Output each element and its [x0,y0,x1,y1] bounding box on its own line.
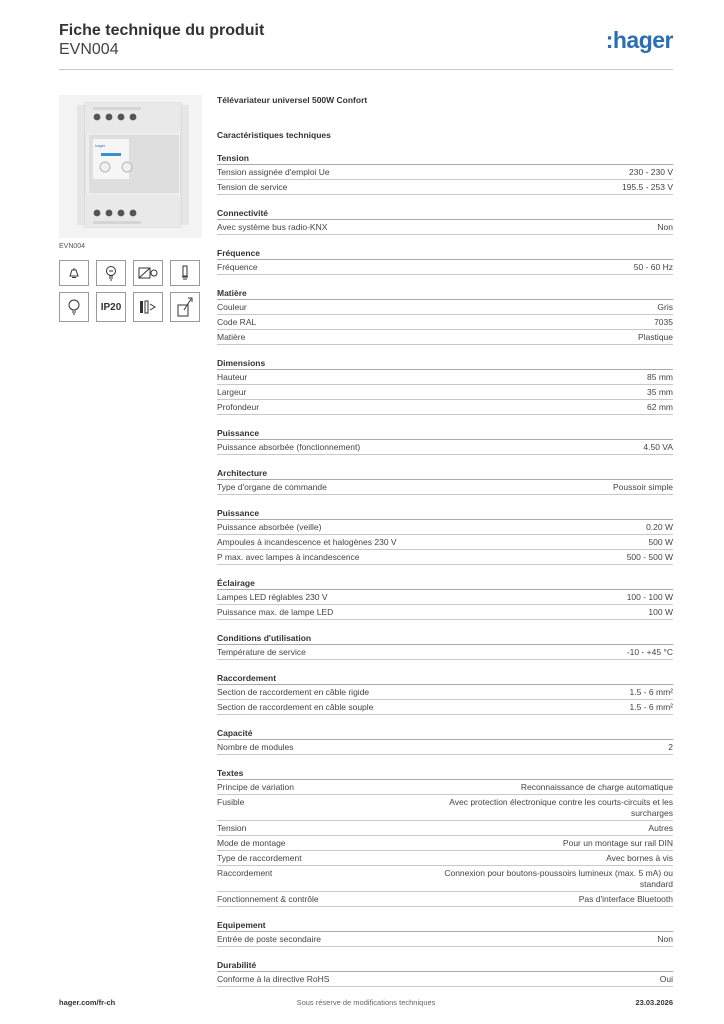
spec-row [217,165,673,180]
spec-value: 1.5 - 6 mm² [629,701,673,712]
spec-value: Oui [659,973,673,984]
spec-label: Code RAL [217,316,257,327]
spec-label: Puissance absorbée (veille) [217,521,322,532]
page-header [59,22,673,70]
spec-value: 4.50 VA [643,441,673,452]
spec-group-title: Fréquence [217,247,673,260]
spec-label: Conforme à la directive RoHS [217,973,330,984]
spec-label: Section de raccordement en câble souple [217,701,374,712]
spec-value: 50 - 60 Hz [633,261,673,272]
spec-group-title: Éclairage [217,577,673,590]
spec-label: Section de raccordement en câble rigide [217,686,370,697]
ip20-badge-icon [96,292,126,322]
spec-label: Couleur [217,301,247,312]
spec-row [217,330,673,345]
spec-label: P max. avec lampes à incandescence [217,551,360,562]
spec-group-title: Textes [217,767,673,780]
led-tube-icon [170,260,200,286]
spec-row [217,932,673,947]
spec-group-title: Matière [217,287,673,300]
spec-row [217,550,673,565]
product-image [59,95,202,238]
spec-value: 1.5 - 6 mm² [629,686,673,697]
spec-label: Raccordement [217,867,273,878]
spec-group-title: Puissance [217,507,673,520]
spec-row [217,315,673,330]
spec-value: 0.20 W [646,521,673,532]
bulb-icon [59,292,89,322]
spec-value: Reconnaissance de charge automatique [520,781,673,792]
spec-label: Largeur [217,386,247,397]
spec-value: Non [657,933,673,944]
spec-heading: Caractéristiques techniques [217,130,331,140]
spec-groups [217,152,673,987]
spec-value: -10 - +45 °C [626,646,673,657]
spec-row [217,605,673,620]
spec-label: Tension [217,822,247,833]
spec-row [217,700,673,715]
spec-value: 500 - 500 W [626,551,673,562]
spec-row [217,370,673,385]
spec-label: Mode de montage [217,837,286,848]
spec-label: Puissance absorbée (fonctionnement) [217,441,361,452]
spec-label: Hauteur [217,371,248,382]
halogen-bulb-icon [96,260,126,286]
spec-group-title: Connectivité [217,207,673,220]
spec-value: 35 mm [647,386,673,397]
spec-row [217,866,673,892]
spec-value: Pas d'interface Bluetooth [578,893,673,904]
hager-logo: :hager [605,27,673,53]
spec-value: 230 - 230 V [629,166,673,177]
product-image-caption: EVN004 [59,243,86,250]
spec-row [217,300,673,315]
svg-text:hager: hager [95,143,106,148]
spec-label: Ampoules à incandescence et halogènes 230 V [217,536,397,547]
spec-row [217,400,673,415]
spec-group-title: Conditions d'utilisation [217,632,673,645]
spec-label: Matière [217,331,246,342]
spec-row [217,440,673,455]
transformer-icon [133,260,163,286]
footer-date: 23.03.2026 [635,998,673,1007]
spec-row [217,645,673,660]
spec-label: Profondeur [217,401,260,412]
spec-row [217,520,673,535]
spec-value: Plastique [638,331,673,342]
spec-value: 100 - 100 W [626,591,673,602]
spec-value: Gris [657,301,673,312]
spec-value: 195.5 - 253 V [621,181,673,192]
footer-website: hager.com/fr-ch [59,998,116,1007]
spec-group-title: Tension [217,152,673,165]
spec-label: Tension assignée d'emploi Ue [217,166,330,177]
pushbutton-icon [170,292,200,322]
spec-row [217,535,673,550]
spec-row [217,385,673,400]
spec-row [217,851,673,866]
spec-label: Nombre de modules [217,741,294,752]
spec-row [217,836,673,851]
spec-value: 100 W [648,606,673,617]
spec-group-title: Architecture [217,467,673,480]
spec-value: Autres [648,822,673,833]
spec-group-title: Equipement [217,919,673,932]
spec-row [217,220,673,235]
spec-label: Puissance max. de lampe LED [217,606,334,617]
spec-value: 2 [668,741,673,752]
spec-row [217,892,673,907]
spec-value: Avec bornes à vis [606,852,673,863]
spec-row [217,795,673,821]
spec-value: 7035 [654,316,673,327]
din-rail-icon [133,292,163,322]
spec-value: 500 W [648,536,673,547]
spec-label: Lampes LED réglables 230 V [217,591,328,602]
spec-value: Non [657,221,673,232]
spec-label: Fréquence [217,261,258,272]
spec-label: Fusible [217,796,245,807]
spec-row [217,821,673,836]
spec-value: 85 mm [647,371,673,382]
spec-label: Tension de service [217,181,288,192]
spec-group-title: Raccordement [217,672,673,685]
footer-disclaimer: Sous réserve de modifications techniques [296,998,436,1007]
spec-row [217,740,673,755]
spec-label: Avec système bus radio-KNX [217,221,328,232]
spec-label: Principe de variation [217,781,295,792]
spec-row [217,480,673,495]
product-reference: EVN004 [59,41,119,58]
spec-label: Type d'organe de commande [217,481,327,492]
spec-label: Température de service [217,646,306,657]
spec-row [217,260,673,275]
spec-row [217,685,673,700]
ceiling-light-icon [59,260,89,286]
spec-group-title: Puissance [217,427,673,440]
spec-value: Avec protection électronique contre les courts-circuits et les surcharges [449,796,673,818]
spec-row [217,180,673,195]
spec-label: Fonctionnement & contrôle [217,893,319,904]
spec-row [217,590,673,605]
spec-row [217,972,673,987]
spec-row [217,780,673,795]
product-name: Télévariateur universel 500W Confort [217,95,368,105]
spec-group-title: Capacité [217,727,673,740]
spec-label: Type de raccordement [217,852,302,863]
spec-group-title: Dimensions [217,357,673,370]
spec-label: Entrée de poste secondaire [217,933,321,944]
spec-value: 62 mm [647,401,673,412]
spec-value: Pour un montage sur rail DIN [562,837,673,848]
spec-value: Connexion pour boutons-poussoirs lumineux (max. 5 mA) ou standard [444,867,673,889]
product-icons [59,260,202,328]
spec-group-title: Durabilité [217,959,673,972]
spec-value: Poussoir simple [613,481,673,492]
document-title: Fiche technique du produit [59,22,265,39]
spec-section [217,95,673,987]
ip-rating-label: IP20 [100,301,122,313]
